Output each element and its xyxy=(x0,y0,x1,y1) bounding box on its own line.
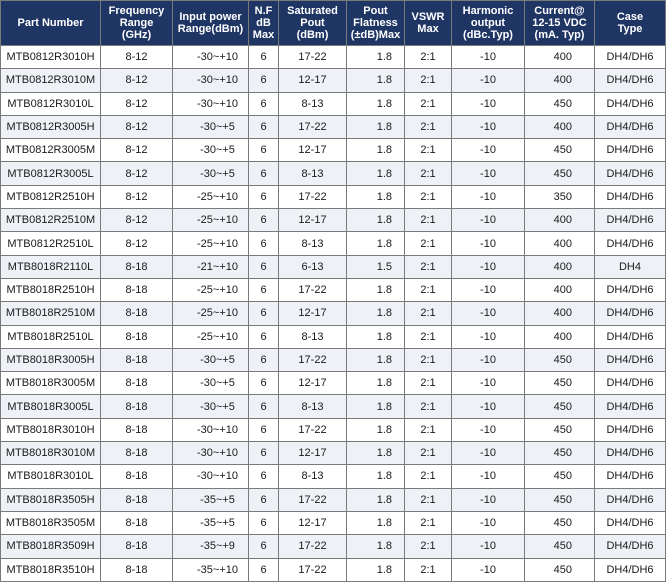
table-row xyxy=(1,69,666,92)
noise-figure-cell: 6 xyxy=(249,325,279,348)
table-row xyxy=(1,535,666,558)
pout-flatness-cell: 1.8 xyxy=(347,92,405,115)
input-power-cell: -30~+5 xyxy=(173,348,249,371)
table-row xyxy=(1,418,666,441)
header-harmonic-output: Harmonic output (dBc.Typ) xyxy=(452,1,525,46)
case-type-cell: DH4/DH6 xyxy=(595,418,666,441)
noise-figure-cell: 6 xyxy=(249,465,279,488)
noise-figure-cell: 6 xyxy=(249,92,279,115)
harmonic-cell: -10 xyxy=(452,488,525,511)
frequency-cell: 8-18 xyxy=(101,348,173,371)
case-type-cell: DH4/DH6 xyxy=(595,139,666,162)
input-power-cell: -25~+10 xyxy=(173,302,249,325)
pout-flatness-cell: 1.8 xyxy=(347,418,405,441)
harmonic-cell: -10 xyxy=(452,348,525,371)
case-type-cell: DH4/DH6 xyxy=(595,69,666,92)
part-number-cell: MTB8018R3510H xyxy=(1,558,101,581)
pout-flatness-cell: 1.8 xyxy=(347,185,405,208)
frequency-cell: 8-12 xyxy=(101,115,173,138)
vswr-cell: 2:1 xyxy=(405,139,452,162)
frequency-cell: 8-18 xyxy=(101,511,173,534)
pout-flatness-cell: 1.8 xyxy=(347,511,405,534)
frequency-cell: 8-18 xyxy=(101,255,173,278)
vswr-cell: 2:1 xyxy=(405,302,452,325)
noise-figure-cell: 6 xyxy=(249,185,279,208)
harmonic-cell: -10 xyxy=(452,372,525,395)
current-cell: 400 xyxy=(525,46,595,69)
pout-flatness-cell: 1.8 xyxy=(347,232,405,255)
saturated-pout-cell: 12-17 xyxy=(279,372,347,395)
vswr-cell: 2:1 xyxy=(405,255,452,278)
frequency-cell: 8-18 xyxy=(101,325,173,348)
part-number-cell: MTB8018R3010L xyxy=(1,465,101,488)
pout-flatness-cell: 1.8 xyxy=(347,395,405,418)
case-type-cell: DH4/DH6 xyxy=(595,278,666,301)
saturated-pout-cell: 12-17 xyxy=(279,302,347,325)
part-number-cell: MTB8018R2510L xyxy=(1,325,101,348)
noise-figure-cell: 6 xyxy=(249,115,279,138)
case-type-cell: DH4/DH6 xyxy=(595,115,666,138)
current-cell: 450 xyxy=(525,418,595,441)
current-cell: 450 xyxy=(525,92,595,115)
harmonic-cell: -10 xyxy=(452,442,525,465)
table-row xyxy=(1,325,666,348)
noise-figure-cell: 6 xyxy=(249,511,279,534)
case-type-cell: DH4/DH6 xyxy=(595,92,666,115)
header-case-type: Case Type xyxy=(595,1,666,46)
table-row xyxy=(1,92,666,115)
input-power-cell: -35~+5 xyxy=(173,511,249,534)
header-part-number: Part Number xyxy=(1,1,101,46)
frequency-cell: 8-18 xyxy=(101,395,173,418)
input-power-cell: -30~+5 xyxy=(173,115,249,138)
input-power-cell: -30~+5 xyxy=(173,139,249,162)
current-cell: 400 xyxy=(525,278,595,301)
vswr-cell: 2:1 xyxy=(405,418,452,441)
noise-figure-cell: 6 xyxy=(249,209,279,232)
pout-flatness-cell: 1.8 xyxy=(347,139,405,162)
noise-figure-cell: 6 xyxy=(249,418,279,441)
case-type-cell: DH4/DH6 xyxy=(595,511,666,534)
input-power-cell: -25~+10 xyxy=(173,278,249,301)
table-row xyxy=(1,465,666,488)
vswr-cell: 2:1 xyxy=(405,115,452,138)
part-number-cell: MTB0812R2510L xyxy=(1,232,101,255)
case-type-cell: DH4/DH6 xyxy=(595,232,666,255)
frequency-cell: 8-12 xyxy=(101,232,173,255)
input-power-cell: -30~+10 xyxy=(173,46,249,69)
case-type-cell: DH4/DH6 xyxy=(595,558,666,581)
pout-flatness-cell: 1.8 xyxy=(347,372,405,395)
vswr-cell: 2:1 xyxy=(405,511,452,534)
noise-figure-cell: 6 xyxy=(249,535,279,558)
pout-flatness-cell: 1.8 xyxy=(347,302,405,325)
harmonic-cell: -10 xyxy=(452,465,525,488)
pout-flatness-cell: 1.8 xyxy=(347,535,405,558)
table-row xyxy=(1,162,666,185)
input-power-cell: -30~+10 xyxy=(173,92,249,115)
saturated-pout-cell: 12-17 xyxy=(279,209,347,232)
current-cell: 450 xyxy=(525,511,595,534)
table-row xyxy=(1,488,666,511)
current-cell: 350 xyxy=(525,185,595,208)
frequency-cell: 8-12 xyxy=(101,162,173,185)
input-power-cell: -21~+10 xyxy=(173,255,249,278)
case-type-cell: DH4/DH6 xyxy=(595,46,666,69)
harmonic-cell: -10 xyxy=(452,535,525,558)
table-header xyxy=(1,1,666,46)
case-type-cell: DH4 xyxy=(595,255,666,278)
harmonic-cell: -10 xyxy=(452,92,525,115)
current-cell: 400 xyxy=(525,302,595,325)
part-number-cell: MTB0812R3005M xyxy=(1,139,101,162)
current-cell: 450 xyxy=(525,488,595,511)
frequency-cell: 8-18 xyxy=(101,558,173,581)
case-type-cell: DH4/DH6 xyxy=(595,465,666,488)
vswr-cell: 2:1 xyxy=(405,92,452,115)
part-number-cell: MTB0812R3010M xyxy=(1,69,101,92)
harmonic-cell: -10 xyxy=(452,278,525,301)
noise-figure-cell: 6 xyxy=(249,278,279,301)
table-row xyxy=(1,511,666,534)
part-number-cell: MTB8018R3505M xyxy=(1,511,101,534)
input-power-cell: -25~+10 xyxy=(173,325,249,348)
pout-flatness-cell: 1.8 xyxy=(347,69,405,92)
table-row xyxy=(1,278,666,301)
current-cell: 450 xyxy=(525,162,595,185)
part-number-cell: MTB8018R3509H xyxy=(1,535,101,558)
saturated-pout-cell: 8-13 xyxy=(279,162,347,185)
table-row xyxy=(1,558,666,581)
saturated-pout-cell: 17-22 xyxy=(279,46,347,69)
harmonic-cell: -10 xyxy=(452,185,525,208)
saturated-pout-cell: 12-17 xyxy=(279,442,347,465)
current-cell: 450 xyxy=(525,535,595,558)
input-power-cell: -25~+10 xyxy=(173,185,249,208)
vswr-cell: 2:1 xyxy=(405,325,452,348)
current-cell: 450 xyxy=(525,139,595,162)
case-type-cell: DH4/DH6 xyxy=(595,372,666,395)
input-power-cell: -35~+10 xyxy=(173,558,249,581)
header-input-power: Input power Range(dBm) xyxy=(173,1,249,46)
table-row xyxy=(1,115,666,138)
saturated-pout-cell: 17-22 xyxy=(279,348,347,371)
harmonic-cell: -10 xyxy=(452,558,525,581)
pout-flatness-cell: 1.8 xyxy=(347,162,405,185)
saturated-pout-cell: 12-17 xyxy=(279,511,347,534)
frequency-cell: 8-12 xyxy=(101,185,173,208)
vswr-cell: 2:1 xyxy=(405,465,452,488)
table-row xyxy=(1,232,666,255)
input-power-cell: -30~+10 xyxy=(173,418,249,441)
saturated-pout-cell: 8-13 xyxy=(279,465,347,488)
current-cell: 450 xyxy=(525,348,595,371)
current-cell: 400 xyxy=(525,255,595,278)
noise-figure-cell: 6 xyxy=(249,255,279,278)
part-number-cell: MTB0812R3010H xyxy=(1,46,101,69)
frequency-cell: 8-12 xyxy=(101,46,173,69)
saturated-pout-cell: 8-13 xyxy=(279,395,347,418)
table-row xyxy=(1,209,666,232)
frequency-cell: 8-18 xyxy=(101,465,173,488)
harmonic-cell: -10 xyxy=(452,418,525,441)
frequency-cell: 8-18 xyxy=(101,372,173,395)
input-power-cell: -30~+5 xyxy=(173,372,249,395)
current-cell: 450 xyxy=(525,395,595,418)
harmonic-cell: -10 xyxy=(452,162,525,185)
table-row xyxy=(1,302,666,325)
vswr-cell: 2:1 xyxy=(405,535,452,558)
pout-flatness-cell: 1.8 xyxy=(347,348,405,371)
noise-figure-cell: 6 xyxy=(249,69,279,92)
frequency-cell: 8-12 xyxy=(101,209,173,232)
vswr-cell: 2:1 xyxy=(405,278,452,301)
saturated-pout-cell: 17-22 xyxy=(279,115,347,138)
frequency-cell: 8-18 xyxy=(101,418,173,441)
noise-figure-cell: 6 xyxy=(249,162,279,185)
case-type-cell: DH4/DH6 xyxy=(595,185,666,208)
frequency-cell: 8-18 xyxy=(101,302,173,325)
harmonic-cell: -10 xyxy=(452,325,525,348)
current-cell: 400 xyxy=(525,325,595,348)
case-type-cell: DH4/DH6 xyxy=(595,162,666,185)
noise-figure-cell: 6 xyxy=(249,46,279,69)
pout-flatness-cell: 1.8 xyxy=(347,558,405,581)
harmonic-cell: -10 xyxy=(452,302,525,325)
input-power-cell: -30~+10 xyxy=(173,69,249,92)
vswr-cell: 2:1 xyxy=(405,69,452,92)
part-number-cell: MTB8018R3005H xyxy=(1,348,101,371)
part-number-cell: MTB0812R2510M xyxy=(1,209,101,232)
noise-figure-cell: 6 xyxy=(249,488,279,511)
table-row xyxy=(1,348,666,371)
saturated-pout-cell: 17-22 xyxy=(279,535,347,558)
harmonic-cell: -10 xyxy=(452,69,525,92)
case-type-cell: DH4/DH6 xyxy=(595,209,666,232)
current-cell: 400 xyxy=(525,69,595,92)
saturated-pout-cell: 8-13 xyxy=(279,232,347,255)
saturated-pout-cell: 12-17 xyxy=(279,69,347,92)
vswr-cell: 2:1 xyxy=(405,162,452,185)
pout-flatness-cell: 1.8 xyxy=(347,115,405,138)
saturated-pout-cell: 6-13 xyxy=(279,255,347,278)
part-number-cell: MTB8018R2510H xyxy=(1,278,101,301)
table-row xyxy=(1,139,666,162)
part-number-cell: MTB0812R2510H xyxy=(1,185,101,208)
vswr-cell: 2:1 xyxy=(405,488,452,511)
pout-flatness-cell: 1.8 xyxy=(347,325,405,348)
saturated-pout-cell: 17-22 xyxy=(279,185,347,208)
part-number-cell: MTB8018R2510M xyxy=(1,302,101,325)
noise-figure-cell: 6 xyxy=(249,442,279,465)
input-power-cell: -30~+10 xyxy=(173,442,249,465)
vswr-cell: 2:1 xyxy=(405,46,452,69)
header-vswr: VSWR Max xyxy=(405,1,452,46)
header-row xyxy=(1,1,666,46)
pout-flatness-cell: 1.8 xyxy=(347,465,405,488)
harmonic-cell: -10 xyxy=(452,511,525,534)
noise-figure-cell: 6 xyxy=(249,395,279,418)
vswr-cell: 2:1 xyxy=(405,558,452,581)
noise-figure-cell: 6 xyxy=(249,348,279,371)
vswr-cell: 2:1 xyxy=(405,348,452,371)
saturated-pout-cell: 17-22 xyxy=(279,278,347,301)
harmonic-cell: -10 xyxy=(452,115,525,138)
input-power-cell: -25~+10 xyxy=(173,232,249,255)
part-number-cell: MTB8018R3010H xyxy=(1,418,101,441)
case-type-cell: DH4/DH6 xyxy=(595,302,666,325)
current-cell: 450 xyxy=(525,372,595,395)
pout-flatness-cell: 1.8 xyxy=(347,46,405,69)
table-row xyxy=(1,372,666,395)
current-cell: 400 xyxy=(525,115,595,138)
current-cell: 450 xyxy=(525,558,595,581)
frequency-cell: 8-18 xyxy=(101,278,173,301)
pout-flatness-cell: 1.8 xyxy=(347,488,405,511)
frequency-cell: 8-18 xyxy=(101,488,173,511)
input-power-cell: -30~+5 xyxy=(173,395,249,418)
harmonic-cell: -10 xyxy=(452,395,525,418)
harmonic-cell: -10 xyxy=(452,209,525,232)
noise-figure-cell: 6 xyxy=(249,302,279,325)
case-type-cell: DH4/DH6 xyxy=(595,488,666,511)
vswr-cell: 2:1 xyxy=(405,442,452,465)
noise-figure-cell: 6 xyxy=(249,232,279,255)
saturated-pout-cell: 12-17 xyxy=(279,139,347,162)
vswr-cell: 2:1 xyxy=(405,372,452,395)
noise-figure-cell: 6 xyxy=(249,139,279,162)
part-number-cell: MTB8018R2110L xyxy=(1,255,101,278)
table-row xyxy=(1,185,666,208)
table-row xyxy=(1,46,666,69)
input-power-cell: -30~+10 xyxy=(173,465,249,488)
case-type-cell: DH4/DH6 xyxy=(595,442,666,465)
current-cell: 400 xyxy=(525,209,595,232)
harmonic-cell: -10 xyxy=(452,46,525,69)
case-type-cell: DH4/DH6 xyxy=(595,395,666,418)
case-type-cell: DH4/DH6 xyxy=(595,325,666,348)
part-number-cell: MTB8018R3005L xyxy=(1,395,101,418)
header-frequency-range: Frequency Range (GHz) xyxy=(101,1,173,46)
input-power-cell: -25~+10 xyxy=(173,209,249,232)
case-type-cell: DH4/DH6 xyxy=(595,535,666,558)
current-cell: 450 xyxy=(525,442,595,465)
header-pout-flatness: Pout Flatness (±dB)Max xyxy=(347,1,405,46)
pout-flatness-cell: 1.8 xyxy=(347,209,405,232)
frequency-cell: 8-12 xyxy=(101,139,173,162)
case-type-cell: DH4/DH6 xyxy=(595,348,666,371)
header-current: Current@ 12-15 VDC (mA. Typ) xyxy=(525,1,595,46)
frequency-cell: 8-12 xyxy=(101,92,173,115)
input-power-cell: -35~+9 xyxy=(173,535,249,558)
part-number-cell: MTB0812R3005L xyxy=(1,162,101,185)
vswr-cell: 2:1 xyxy=(405,395,452,418)
pout-flatness-cell: 1.8 xyxy=(347,278,405,301)
harmonic-cell: -10 xyxy=(452,255,525,278)
input-power-cell: -35~+5 xyxy=(173,488,249,511)
table-body xyxy=(1,46,666,582)
header-noise-figure: N.F dB Max xyxy=(249,1,279,46)
current-cell: 450 xyxy=(525,465,595,488)
saturated-pout-cell: 17-22 xyxy=(279,418,347,441)
pout-flatness-cell: 1.8 xyxy=(347,442,405,465)
part-number-cell: MTB8018R3005M xyxy=(1,372,101,395)
input-power-cell: -30~+5 xyxy=(173,162,249,185)
vswr-cell: 2:1 xyxy=(405,209,452,232)
part-number-cell: MTB8018R3010M xyxy=(1,442,101,465)
harmonic-cell: -10 xyxy=(452,139,525,162)
table-row xyxy=(1,395,666,418)
pout-flatness-cell: 1.5 xyxy=(347,255,405,278)
noise-figure-cell: 6 xyxy=(249,558,279,581)
part-number-cell: MTB0812R3005H xyxy=(1,115,101,138)
saturated-pout-cell: 8-13 xyxy=(279,325,347,348)
header-saturated-pout: Saturated Pout (dBm) xyxy=(279,1,347,46)
part-number-cell: MTB8018R3505H xyxy=(1,488,101,511)
current-cell: 400 xyxy=(525,232,595,255)
saturated-pout-cell: 8-13 xyxy=(279,92,347,115)
vswr-cell: 2:1 xyxy=(405,185,452,208)
saturated-pout-cell: 17-22 xyxy=(279,488,347,511)
frequency-cell: 8-18 xyxy=(101,535,173,558)
saturated-pout-cell: 17-22 xyxy=(279,558,347,581)
frequency-cell: 8-12 xyxy=(101,69,173,92)
harmonic-cell: -10 xyxy=(452,232,525,255)
part-number-cell: MTB0812R3010L xyxy=(1,92,101,115)
noise-figure-cell: 6 xyxy=(249,372,279,395)
table-row xyxy=(1,255,666,278)
vswr-cell: 2:1 xyxy=(405,232,452,255)
frequency-cell: 8-18 xyxy=(101,442,173,465)
table-row xyxy=(1,442,666,465)
